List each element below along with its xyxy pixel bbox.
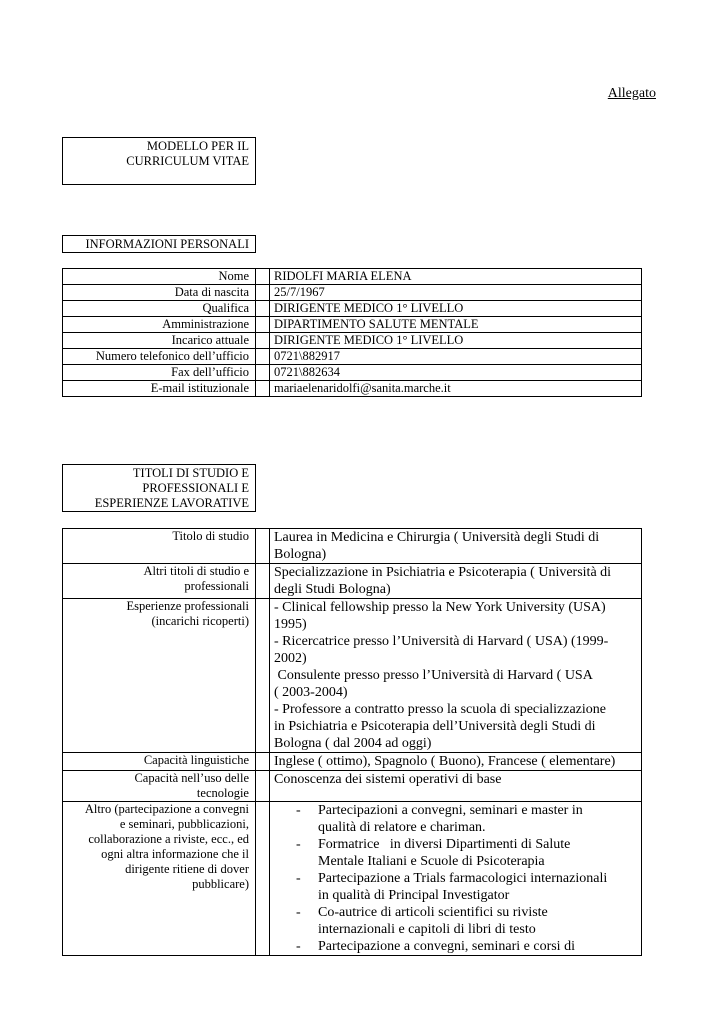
field-label: Qualifica [63, 301, 256, 317]
value-line: 1995) [274, 617, 307, 632]
field-label: Titolo di studio [63, 529, 256, 564]
table-row [63, 381, 642, 397]
value-line: Bologna) [274, 547, 327, 562]
item-line: internazionali e capitoli di libri di testo [318, 922, 536, 937]
titoli-line-1: TITOLI DI STUDIO E [132, 466, 249, 480]
table-row [63, 301, 642, 317]
modello-line-2: CURRICULUM VITAE [126, 154, 249, 168]
table-row [63, 285, 642, 301]
label-line: Capacità nell’uso delle [134, 771, 249, 785]
titoli-line-2: PROFESSIONALI E [142, 481, 249, 495]
field-value: 25/7/1967 [270, 285, 642, 301]
field-label [63, 564, 256, 599]
item-line: - Formatrice in diversi Dipartimenti di Salute [318, 837, 571, 852]
table-row [63, 333, 642, 349]
value-line: Specializzazione in Psichiatria e Psicoterapia ( Università di [274, 565, 612, 580]
value-line: degli Studi Bologna) [274, 582, 391, 597]
spacer-cell [256, 802, 270, 956]
altro-list [274, 802, 637, 955]
list-item [296, 836, 637, 870]
field-value: RIDOLFI MARIA ELENA [270, 269, 642, 285]
field-label [63, 802, 256, 956]
field-label: Numero telefonico dell’ufficio [63, 349, 256, 365]
spacer-cell [256, 753, 270, 771]
label-line: Altri titoli di studio e [143, 564, 249, 578]
field-label [63, 599, 256, 753]
table-row [63, 529, 642, 564]
spacer-cell [256, 529, 270, 564]
label-line: pubblicare) [192, 877, 249, 891]
field-label: Incarico attuale [63, 333, 256, 349]
table-row [63, 365, 642, 381]
label-line: ogni altra informazione che il [101, 847, 249, 861]
spacer-cell [256, 349, 270, 365]
value-line: in Psichiatria e Psicoterapia dell’Università degli Studi di [274, 719, 596, 734]
info-personali-heading: INFORMAZIONI PERSONALI [62, 235, 256, 253]
allegato-label: Allegato [607, 86, 656, 101]
item-line: - Partecipazione a Trials farmacologici internazionali [318, 871, 608, 886]
spacer-cell [256, 301, 270, 317]
value-line: Laurea in Medicina e Chirurgia ( Università degli Studi di [274, 530, 600, 545]
spacer-cell [256, 333, 270, 349]
label-line: Esperienze professionali [126, 599, 249, 613]
label-line: dirigente ritiene di dover [125, 862, 249, 876]
list-item [296, 938, 637, 955]
spacer-cell [256, 285, 270, 301]
table-row [63, 349, 642, 365]
value-line: ( 2003-2004) [274, 685, 348, 700]
value-line: Bologna ( dal 2004 ad oggi) [274, 736, 432, 751]
spacer-cell [256, 365, 270, 381]
field-value: DIRIGENTE MEDICO 1° LIVELLO [270, 333, 642, 349]
spacer-cell [256, 564, 270, 599]
table-row [63, 802, 642, 956]
table-row [63, 269, 642, 285]
item-line: - Partecipazione a convegni, seminari e corsi di [318, 939, 575, 954]
item-line: - Partecipazioni a convegni, seminari e master in [318, 803, 583, 818]
field-value: DIRIGENTE MEDICO 1° LIVELLO [270, 301, 642, 317]
field-value [270, 802, 642, 956]
titoli-line-3: ESPERIENZE LAVORATIVE [94, 496, 249, 510]
label-line: (incarichi ricoperti) [151, 614, 249, 628]
label-line: collaborazione a riviste, ecc., ed [88, 832, 249, 846]
field-value: 0721\882634 [270, 365, 642, 381]
spacer-cell [256, 599, 270, 753]
modello-line-1: MODELLO PER IL [146, 139, 249, 153]
field-label [63, 771, 256, 802]
field-value: Inglese ( ottimo), Spagnolo ( Buono), Francese ( elementare) [270, 753, 642, 771]
value-line: - Professore a contratto presso la scuola di specializzazione [274, 702, 606, 717]
item-line: Mentale Italiani e Scuole di Psicoterapia [318, 854, 545, 869]
field-value: DIPARTIMENTO SALUTE MENTALE [270, 317, 642, 333]
field-label: Fax dell’ufficio [63, 365, 256, 381]
value-line: Consulente presso presso l’Università di Harvard ( USA [274, 668, 593, 683]
email-value: mariaelenaridolfi@sanita.marche.it [270, 381, 642, 397]
field-value [270, 599, 642, 753]
field-label: Data di nascita [63, 285, 256, 301]
spacer-cell [256, 381, 270, 397]
label-line: Altro (partecipazione a convegni [84, 802, 249, 816]
personal-info-table [62, 268, 642, 397]
field-value: 0721\882917 [270, 349, 642, 365]
list-item [296, 870, 637, 904]
spacer-cell [256, 771, 270, 802]
table-row [63, 753, 642, 771]
value-line: 2002) [274, 651, 307, 666]
field-value: Conoscenza dei sistemi operativi di base [270, 771, 642, 802]
table-row [63, 771, 642, 802]
item-line: - Co-autrice di articoli scientifici su riviste [318, 905, 548, 920]
list-item [296, 802, 637, 836]
titoli-studio-box [62, 464, 256, 512]
spacer-cell [256, 269, 270, 285]
field-value [270, 564, 642, 599]
table-row [63, 599, 642, 753]
field-label: Capacità linguistiche [63, 753, 256, 771]
value-line: - Ricercatrice presso l’Università di Harvard ( USA) (1999- [274, 634, 609, 649]
label-line: tecnologie [196, 786, 249, 800]
label-line: e seminari, pubblicazioni, [119, 817, 249, 831]
table-row [63, 564, 642, 599]
label-line: professionali [184, 579, 249, 593]
spacer-cell [256, 317, 270, 333]
field-label: Amministrazione [63, 317, 256, 333]
item-line: qualità di relatore e chariman. [318, 820, 486, 835]
list-item [296, 904, 637, 938]
modello-cv-box [62, 137, 256, 185]
field-label: Nome [63, 269, 256, 285]
field-value [270, 529, 642, 564]
value-line: - Clinical fellowship presso la New York University (USA) [274, 600, 606, 615]
table-row [63, 317, 642, 333]
item-line: in qualità di Principal Investigator [318, 888, 510, 903]
titoli-table [62, 528, 642, 956]
field-label: E-mail istituzionale [63, 381, 256, 397]
